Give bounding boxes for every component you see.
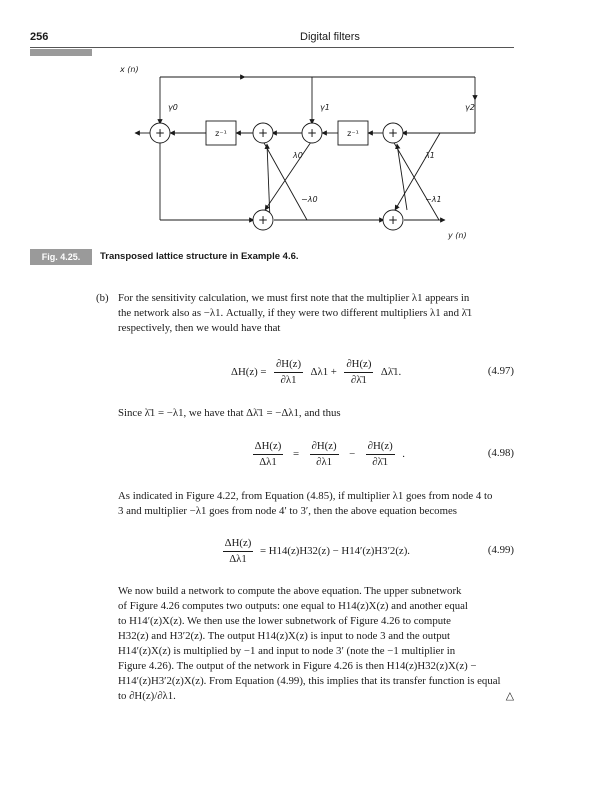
- equation-number: (4.99): [487, 544, 514, 556]
- equation-body: [216, 531, 410, 571]
- plus-sign: +: [387, 126, 399, 140]
- figure-caption: Transposed lattice structure in Example 4.6.: [100, 251, 299, 262]
- eq-symbol: =: [293, 448, 300, 460]
- eq-factor: Δλ1 +: [310, 366, 337, 378]
- page-number: 256: [30, 31, 49, 43]
- plus-sign: +: [257, 213, 269, 227]
- numerator: ∂H(z): [366, 440, 395, 455]
- plus-sign: +: [257, 126, 269, 140]
- text-line: 3 and multiplier −λ1 goes from node 4′ to 3′, then the above equation becomes: [118, 505, 457, 517]
- delay-label: z⁻¹: [347, 129, 359, 138]
- denominator: ∂λ̄1: [372, 455, 389, 468]
- text-line: to H14′(z)X(z). We then use the lower subnetwork of Figure 4.26 to compute: [118, 615, 451, 627]
- equation-4-97: [96, 352, 514, 392]
- text-line: respectively, then we would have that: [118, 322, 281, 334]
- part-b-paragraph: [96, 291, 514, 336]
- denominator: ∂λ1: [316, 455, 333, 468]
- text-line: [96, 291, 514, 306]
- fraction: [249, 440, 287, 469]
- since-paragraph: [118, 406, 514, 421]
- output-label: y (n): [448, 231, 467, 240]
- text-span: For the sensitivity calculation, we must first note that the multiplier λ1 appears in: [118, 292, 470, 304]
- figure-tag: Fig. 4.25.: [30, 249, 92, 265]
- denominator: ∂λ1: [280, 373, 297, 386]
- text-line: the network also as −λ1. Actually, if they were two different multipliers λ1 and λ̄1: [118, 307, 473, 319]
- equation-number: (4.98): [487, 447, 514, 459]
- equation-body: [246, 434, 405, 474]
- denominator: Δλ1: [229, 552, 247, 565]
- text-line: [118, 689, 514, 704]
- denominator: Δλ1: [259, 455, 277, 468]
- text-line: H32(z) and H3′2(z). The output H14(z)X(z) is input to node 3 and the output: [118, 630, 450, 642]
- lambda0-label: λ0: [293, 151, 303, 160]
- eq-rhs: = H14(z)H32(z) − H14′(z)H3′2(z).: [260, 545, 411, 557]
- lattice-diagram: [95, 60, 515, 250]
- text-line: of Figure 4.26 computes two outputs: one equal to H14(z)X(z) and another equal: [118, 600, 468, 612]
- neg-lambda0-label: −λ0: [301, 195, 318, 204]
- running-title: Digital filters: [300, 31, 360, 43]
- lattice-cross: [397, 144, 407, 210]
- gamma0-label: γ0: [168, 103, 178, 112]
- eq-symbol: −: [349, 448, 356, 460]
- text-line: Figure 4.26). The output of the network in Figure 4.26 is then H14(z)H32(z)X(z) −: [118, 660, 477, 672]
- text-line: H14′(z)H3′2(z)X(z). From Equation (4.99), this implies that its transfer function is equal: [118, 675, 501, 687]
- numerator: ∂H(z): [310, 440, 339, 455]
- input-label: x (n): [120, 65, 139, 74]
- text-line: Since λ̄1 = −λ1, we have that Δλ̄1 = −Δλ1, and thus: [118, 407, 341, 419]
- lattice-figure: [95, 60, 515, 250]
- text-span: to ∂H(z)/∂λ1.: [118, 690, 176, 702]
- equation-body: [231, 352, 401, 392]
- plus-sign: +: [154, 126, 166, 140]
- fraction: [270, 358, 308, 387]
- header-rule: [30, 47, 514, 48]
- as-indicated-paragraph: [118, 489, 514, 519]
- eq-symbol: .: [402, 448, 405, 460]
- header-tab: [30, 49, 92, 56]
- numerator: ∂H(z): [344, 358, 373, 373]
- text-line: H14′(z)X(z) is multiplied by −1 and input to node 3′ (note the −1 multiplier in: [118, 645, 456, 657]
- page-header: [30, 31, 514, 47]
- lambda1-label: λ1: [425, 151, 435, 160]
- part-marker: (b): [96, 292, 109, 304]
- numerator: ∂H(z): [274, 358, 303, 373]
- eq-lhs: ΔH(z) =: [231, 366, 267, 378]
- text-line: As indicated in Figure 4.22, from Equation (4.85), if multiplier λ1 goes from node 4 to: [118, 490, 493, 502]
- fraction: [305, 440, 343, 469]
- gamma2-label: γ2: [465, 103, 475, 112]
- neg-lambda1-label: −λ1: [425, 195, 442, 204]
- lattice-cross: [267, 144, 270, 220]
- fraction: [361, 440, 399, 469]
- equation-number: (4.97): [487, 365, 514, 377]
- text-line: We now build a network to compute the above equation. The upper subnetwork: [118, 585, 462, 597]
- eq-factor: Δλ̄1.: [380, 366, 402, 378]
- fraction: [340, 358, 378, 387]
- delay-label: z⁻¹: [215, 129, 227, 138]
- equation-4-99: [96, 531, 514, 571]
- equation-4-98: [96, 434, 514, 474]
- final-paragraph: [118, 584, 514, 704]
- denominator: ∂λ̄1: [350, 373, 367, 386]
- plus-sign: +: [306, 126, 318, 140]
- fraction: [219, 537, 257, 566]
- end-of-example-mark: △: [505, 690, 514, 702]
- gamma1-label: γ1: [320, 103, 330, 112]
- plus-sign: +: [387, 213, 399, 227]
- numerator: ΔH(z): [223, 537, 254, 552]
- numerator: ΔH(z): [253, 440, 284, 455]
